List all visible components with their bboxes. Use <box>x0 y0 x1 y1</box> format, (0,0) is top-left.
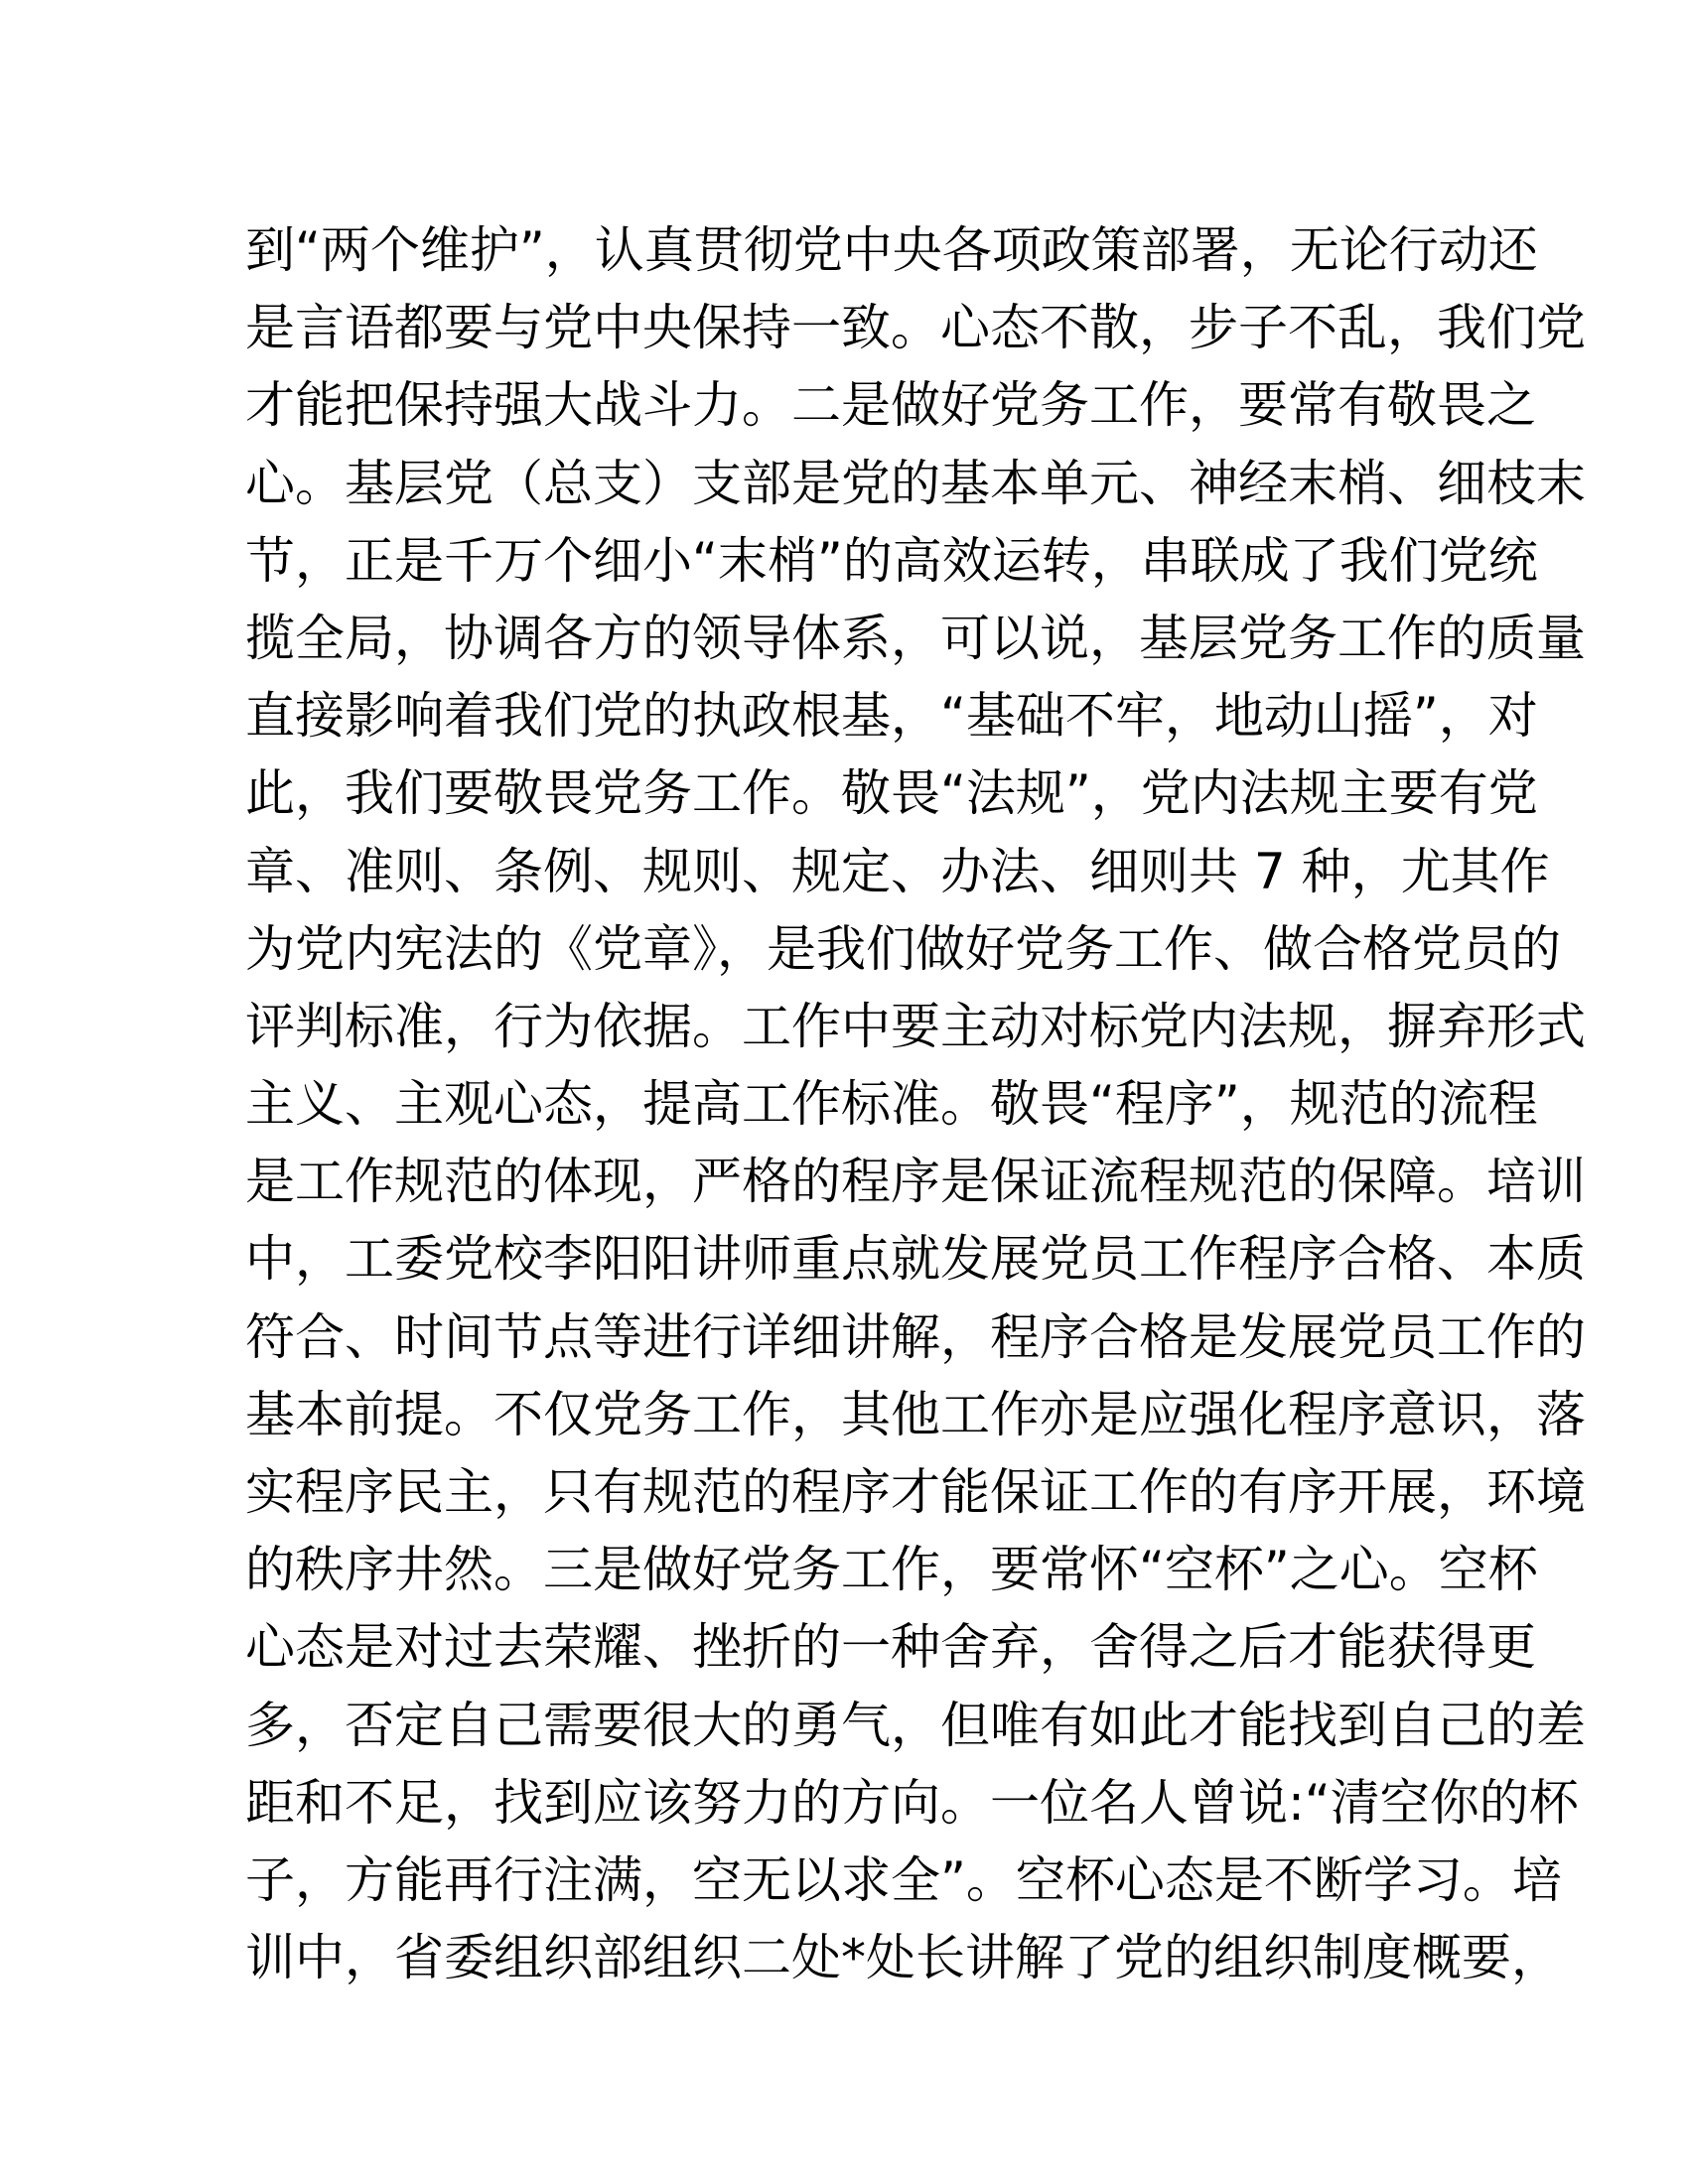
text-line: 为党内宪法的《党章》，是我们做好党务工作、做合格党员的 <box>245 919 1561 978</box>
text-line: 子，方能再行注满，空无以求全”。空杯心态是不断学习。培 <box>245 1850 1562 1909</box>
text-line: 基本前提。不仅党务工作，其他工作亦是应强化程序意识，落 <box>245 1385 1586 1443</box>
text-line: 此，我们要敬畏党务工作。敬畏“法规”，党内法规主要有党 <box>245 764 1538 823</box>
text-line: 中，工委党校李阳阳讲师重点就发展党员工作程序合格、本质 <box>245 1230 1586 1289</box>
text-line: 揽全局，协调各方的领导体系，可以说，基层党务工作的质量 <box>245 609 1586 667</box>
text-line: 节，正是千万个细小“末梢”的高效运转，串联成了我们党统 <box>245 531 1538 590</box>
text-line: 多，否定自己需要很大的勇气，但唯有如此才能找到自己的差 <box>245 1696 1586 1754</box>
text-line: 主义、主观心态，提高工作标准。敬畏“程序”，规范的流程 <box>245 1075 1538 1134</box>
text-line: 训中，省委组织部组织二处*处长讲解了党的组织制度概要， <box>245 1929 1561 1987</box>
text-line: 距和不足，找到应该努力的方向。一位名人曾说:“清空你的杯 <box>245 1773 1579 1832</box>
text-line: 符合、时间节点等进行详细讲解，程序合格是发展党员工作的 <box>245 1307 1586 1366</box>
text-line: 直接影响着我们党的执政根基，“基础不牢，地动山摇”，对 <box>245 687 1538 746</box>
text-line: 心态是对过去荣耀、挫折的一种舍弃，舍得之后才能获得更 <box>245 1618 1536 1677</box>
text-line: 章、准则、条例、规则、规定、办法、细则共 7 种，尤其作 <box>245 842 1550 900</box>
text-line: 实程序民主，只有规范的程序才能保证工作的有序开展，环境 <box>245 1463 1586 1521</box>
text-line: 心。基层党（总支）支部是党的基本单元、神经末梢、细枝末 <box>245 454 1586 512</box>
text-line: 的秩序井然。三是做好党务工作，要常怀“空杯”之心。空杯 <box>245 1541 1538 1599</box>
text-line: 评判标准，行为依据。工作中要主动对标党内法规，摒弃形式 <box>245 997 1586 1055</box>
text-line: 到“两个维护”，认真贯彻党中央各项政策部署，无论行动还 <box>245 221 1538 279</box>
text-line: 是工作规范的体现，严格的程序是保证流程规范的保障。培训 <box>245 1153 1586 1211</box>
text-line: 是言语都要与党中央保持一致。心态不散，步子不乱，我们党 <box>245 299 1586 357</box>
text-line: 才能把保持强大战斗力。二是做好党务工作，要常有敬畏之 <box>245 376 1536 435</box>
body-text <box>245 211 1586 1996</box>
